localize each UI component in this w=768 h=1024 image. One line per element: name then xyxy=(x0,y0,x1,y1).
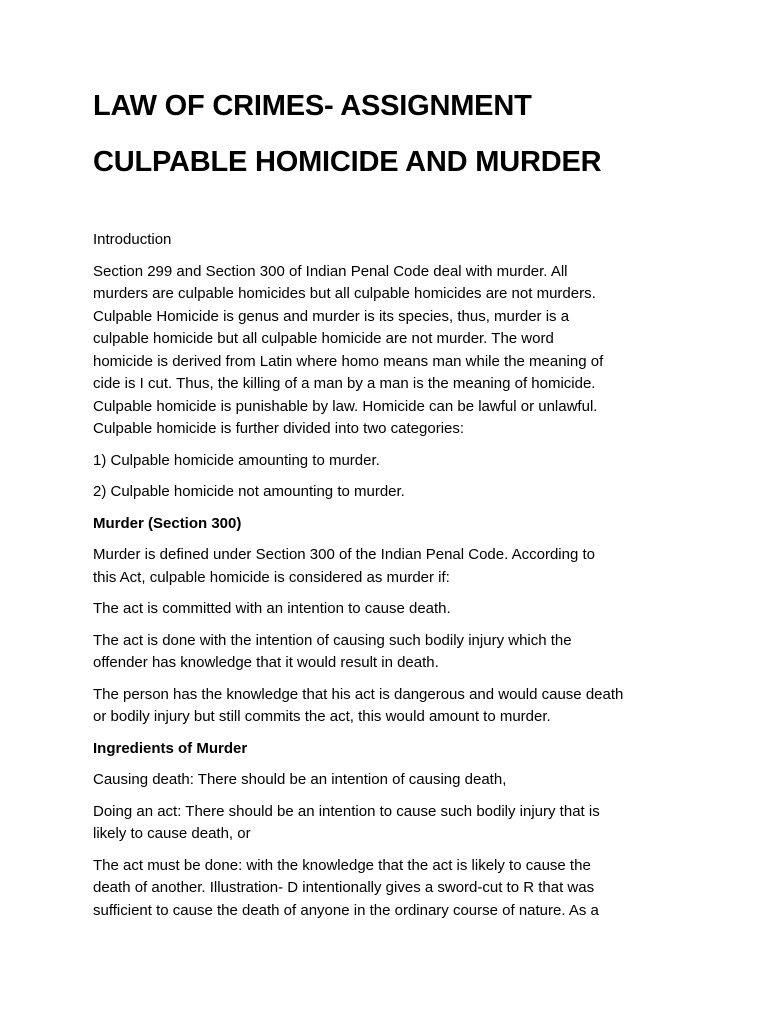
paragraph xyxy=(93,769,683,792)
text-line: Causing death: There should be an intention of causing death, xyxy=(93,771,507,788)
text-line: Culpable Homicide is genus and murder is its species, thus, murder is a xyxy=(93,307,570,325)
text-line: Murder is defined under Section 300 of the Indian Penal Code. According to xyxy=(93,546,595,563)
text-line: Culpable homicide is further divided into two categories: xyxy=(93,420,465,437)
text-line: The act is done with the intention of causing such bodily injury which the xyxy=(93,631,572,649)
text-line: offender has knowledge that it would result in death. xyxy=(93,654,439,671)
paragraph xyxy=(93,684,683,729)
text-line: culpable homicide but all culpable homicide are not murder. The word xyxy=(93,330,554,347)
paragraph xyxy=(93,229,683,252)
text-line: Doing an act: There should be an intention to cause such bodily injury that is xyxy=(93,802,600,820)
text-line: sufficient to cause the death of anyone in the ordinary course of nature. As a xyxy=(93,901,599,919)
text-line: murders are culpable homicides but all culpable homicides are not murders. xyxy=(93,285,596,302)
text-line: likely to cause death, or xyxy=(93,825,251,842)
text-line: Introduction xyxy=(93,231,172,248)
paragraph xyxy=(93,801,683,846)
text-line: The act must be done: with the knowledge that the act is likely to cause the xyxy=(93,856,591,874)
document-title: LAW OF CRIMES- ASSIGNMENT xyxy=(93,90,532,122)
text-line: or bodily injury but still commits the act, this would amount to murder. xyxy=(93,708,551,725)
text-line: 1) Culpable homicide amounting to murder. xyxy=(93,451,380,469)
paragraph xyxy=(93,544,683,589)
text-line: this Act, culpable homicide is considered as murder if: xyxy=(93,568,450,586)
paragraph xyxy=(93,855,683,923)
paragraph xyxy=(93,261,683,441)
paragraph xyxy=(93,598,683,621)
section-heading xyxy=(93,513,683,536)
text-line: Murder (Section 300) xyxy=(93,514,242,532)
text-line: Culpable homicide is punishable by law. Homicide can be lawful or unlawful. xyxy=(93,397,598,415)
text-line: 2) Culpable homicide not amounting to murder. xyxy=(93,483,405,500)
paragraph xyxy=(93,630,683,675)
document-subtitle: CULPABLE HOMICIDE AND MURDER xyxy=(93,146,602,178)
text-line: The act is committed with an intention to cause death. xyxy=(93,600,451,617)
text-line: Section 299 and Section 300 of Indian Penal Code deal with murder. All xyxy=(93,262,568,280)
text-line: Ingredients of Murder xyxy=(93,739,248,757)
text-line: The person has the knowledge that his act is dangerous and would cause death xyxy=(93,685,624,703)
section-heading xyxy=(93,738,683,761)
paragraph xyxy=(93,450,683,473)
document-body xyxy=(93,229,683,931)
text-line: cide is I cut. Thus, the killing of a man by a man is the meaning of homicide. xyxy=(93,375,596,392)
text-line: homicide is derived from Latin where homo means man while the meaning of xyxy=(93,352,604,370)
paragraph xyxy=(93,481,683,504)
text-line: death of another. Illustration- D intentionally gives a sword-cut to R that was xyxy=(93,879,595,896)
